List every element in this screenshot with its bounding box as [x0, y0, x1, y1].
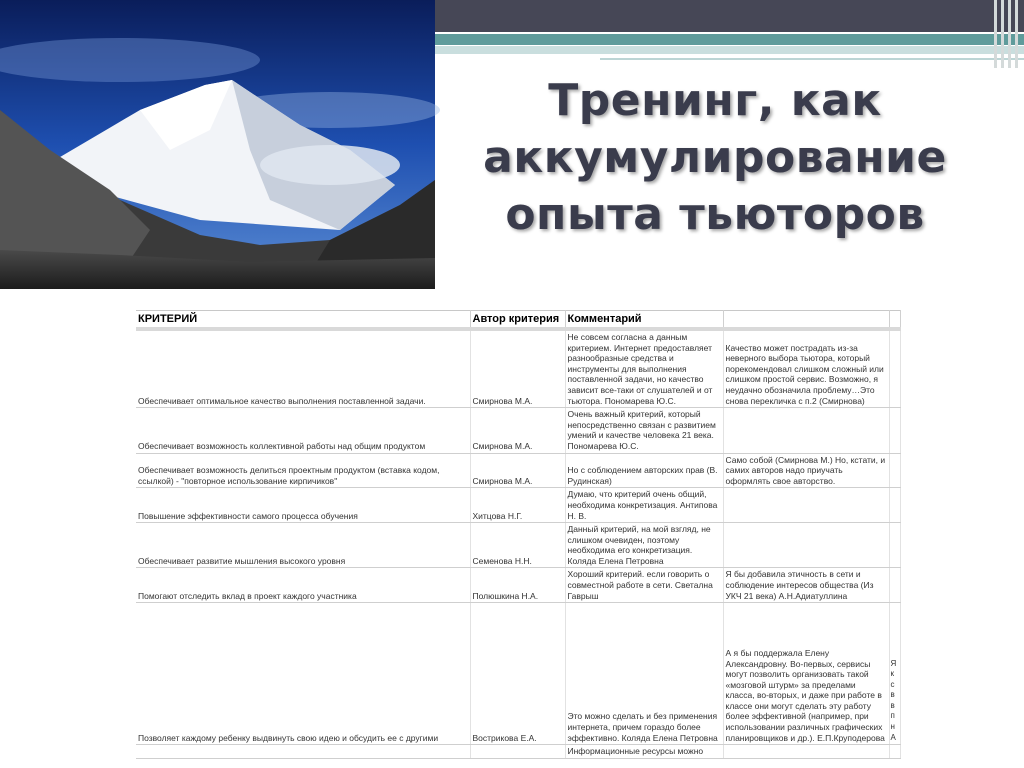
author-cell: Полюшкина Н.А. [470, 568, 565, 603]
criterion-cell [136, 745, 470, 759]
author-cell: Смирнова М.А. [470, 408, 565, 453]
author-cell: Смирнова М.А. [470, 453, 565, 488]
table-header-row [136, 311, 900, 330]
comment2-cell [723, 488, 889, 523]
comment2-cell [723, 523, 889, 568]
comment-cell: Это можно сделать и без применения интернета, причем гораздо более эффективно. Коляда Елена Петровна [565, 603, 723, 745]
comment2-cell: Само собой (Смирнова М.) Но, кстати, и самих авторов надо приучать оформлять свое авторство. [723, 453, 889, 488]
comment3-cell [889, 568, 900, 603]
criterion-cell: Помогают отследить вклад в проект каждого участника [136, 568, 470, 603]
decorative-stripes [994, 0, 1020, 68]
table-row [136, 488, 900, 523]
author-cell: Вострикова Е.А. [470, 603, 565, 745]
table-row [136, 408, 900, 453]
header-bar-thin [600, 58, 1024, 60]
comment2-cell: Я бы добавила этичность в сети и соблюдение интересов общества (Из УКЧ 21 века) А.Н.Адиатуллина [723, 568, 889, 603]
header-bar-light [435, 46, 1024, 54]
comment-cell: Данный критерий, на мой взгляд, не слишком очевиден, поэтому необходима его конкретизация. Коляда Елена Петровна [565, 523, 723, 568]
table-row [136, 745, 900, 759]
comment2-cell [723, 408, 889, 453]
comment2-cell [723, 745, 889, 759]
comment3-cell [889, 745, 900, 759]
comment3-cell [889, 408, 900, 453]
table-row [136, 329, 900, 408]
comment3-cell [889, 488, 900, 523]
comment-cell: Хороший критерий. если говорить о совместной работе в сети. Светална Гаврыш [565, 568, 723, 603]
comment-cell: Думаю, что критерий очень общий, необходима конкретизация. Антипова Н. В. [565, 488, 723, 523]
table-row [136, 603, 900, 745]
comment-cell: Но с соблюдением авторских прав (В. Рудинская) [565, 453, 723, 488]
table-row [136, 453, 900, 488]
comment-cell: Не совсем согласна а данным критерием. Интернет предоставляет разнообразные средства и инструменты для выполнения поставленной задачи, но качество зависит все-таки от слушателей и от тьютора. Пономарева Ю.С. [565, 329, 723, 408]
author-cell: Смирнова М.А. [470, 329, 565, 408]
header-empty-1 [723, 311, 889, 330]
title-line-2: аккумулирование [483, 132, 947, 183]
comment3-cell [889, 523, 900, 568]
title-line-3: опыта тьюторов [505, 189, 925, 240]
header-author: Автор критерия [470, 311, 565, 330]
criterion-cell: Повышение эффективности самого процесса обучения [136, 488, 470, 523]
criterion-cell: Позволяет каждому ребенку выдвинуть свою идею и обсудить ее с другими [136, 603, 470, 745]
comment2-cell: А я бы поддержала Елену Александровну. Во-первых, сервисы могут позволить организовать такой «мозговой штурм» за пределами класса, во-вторых, и даже при работе в классе они могут сделать эту работу более эффективной (например, при использовании различных графических планировщиков и др.). Е.П.Круподерова [723, 603, 889, 745]
comment2-cell: Качество может пострадать из-за неверного выбора тьютора, который порекомендовал слишком сложный или слишком простой сервис. Возможно, я неудачно обозначила проблему…Это снова перекличка с п.2 (Смирнова) [723, 329, 889, 408]
header-criterion: КРИТЕРИЙ [136, 311, 470, 330]
criterion-cell: Обеспечивает возможность делиться проектным продуктом (вставка кодом, ссылкой) - "повторное использование кирпичиков" [136, 453, 470, 488]
comment-cell: Информационные ресурсы можно [565, 745, 723, 759]
criterion-cell: Обеспечивает оптимальное качество выполнения поставленной задачи. [136, 329, 470, 408]
header-bar-teal [435, 34, 1024, 45]
criterion-cell: Обеспечивает возможность коллективной работы над общим продуктом [136, 408, 470, 453]
author-cell [470, 745, 565, 759]
table-row [136, 523, 900, 568]
header-comment: Комментарий [565, 311, 723, 330]
comment3-cell: Я к с в в п н А [889, 603, 900, 745]
slide-title [480, 72, 950, 243]
title-line-1: Тренинг, как [548, 75, 882, 126]
comment-cell: Очень важный критерий, который непосредственно связан с развитием умений и качестве человека 21 века. Пономарева Ю.С. [565, 408, 723, 453]
header-bar-dark [435, 0, 1024, 32]
mountain-photo [0, 0, 435, 289]
author-cell: Семенова Н.Н. [470, 523, 565, 568]
author-cell: Хитцова Н.Г. [470, 488, 565, 523]
table-row [136, 568, 900, 603]
criteria-table [136, 310, 900, 757]
comment3-cell [889, 329, 900, 408]
header-empty-2 [889, 311, 900, 330]
comment3-cell [889, 453, 900, 488]
criterion-cell: Обеспечивает развитие мышления высокого уровня [136, 523, 470, 568]
